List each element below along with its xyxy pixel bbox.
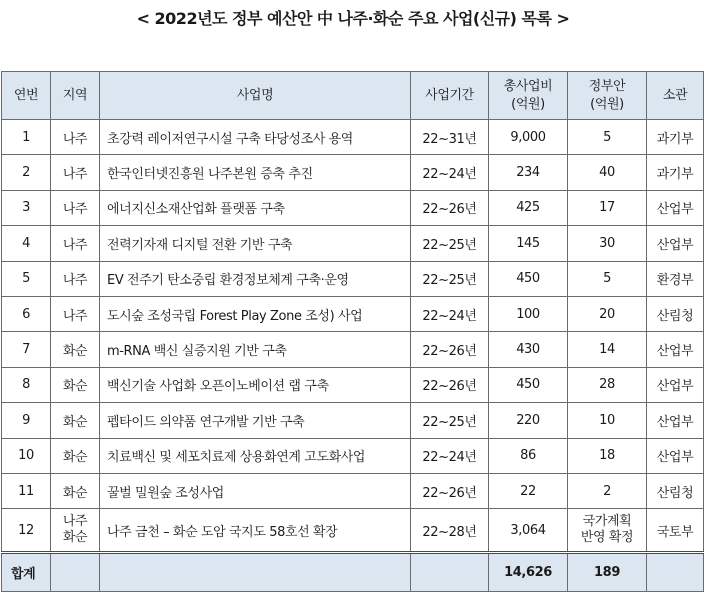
cell-name: EV 전주기 탄소중립 환경정보체계 구축·운영 — [100, 261, 411, 296]
cell-period: 22~26년 — [411, 190, 489, 225]
cell-no: 5 — [2, 261, 51, 296]
cell-no: 8 — [2, 367, 51, 402]
cell-ministry: 환경부 — [647, 261, 704, 296]
cell-gov-budget: 30 — [568, 226, 647, 261]
header-gov-budget-line1: 정부안 — [588, 78, 626, 94]
cell-period: 22~25년 — [411, 226, 489, 261]
header-region: 지역 — [51, 72, 100, 120]
cell-no: 4 — [2, 226, 51, 261]
cell-total-cost: 430 — [489, 332, 568, 367]
cell-gov-budget: 2 — [568, 473, 647, 508]
cell-total-cost: 220 — [489, 403, 568, 438]
cell-gov-budget: 17 — [568, 190, 647, 225]
cell-gov-budget-line2: 반영 확정 — [580, 530, 634, 546]
cell-name: 나주 금천 – 화순 도암 국지도 58호선 확장 — [100, 509, 411, 553]
project-table — [1, 71, 704, 592]
total-empty-name — [100, 553, 411, 592]
cell-total-cost: 145 — [489, 226, 568, 261]
header-ministry: 소관 — [647, 72, 704, 120]
total-empty-ministry — [647, 553, 704, 592]
table-row — [2, 332, 704, 367]
cell-period: 22~28년 — [411, 509, 489, 553]
cell-total-cost: 22 — [489, 473, 568, 508]
cell-name: 에너지신소재산업화 플랫폼 구축 — [100, 190, 411, 225]
cell-gov-budget: 5 — [568, 120, 647, 155]
table-row — [2, 120, 704, 155]
cell-gov-budget: 40 — [568, 155, 647, 190]
cell-period: 22~24년 — [411, 296, 489, 331]
cell-region — [51, 509, 100, 553]
cell-no: 7 — [2, 332, 51, 367]
cell-name: 도시숲 조성국립 Forest Play Zone 조성) 사업 — [100, 296, 411, 331]
page-title: < 2022년도 정부 예산안 中 나주·화순 주요 사업(신규) 목록 > — [136, 9, 570, 28]
cell-region: 나주 — [51, 261, 100, 296]
cell-region: 나주 — [51, 296, 100, 331]
cell-total-cost: 86 — [489, 438, 568, 473]
cell-ministry: 산업부 — [647, 332, 704, 367]
cell-no: 1 — [2, 120, 51, 155]
cell-gov-budget: 14 — [568, 332, 647, 367]
cell-gov-budget: 28 — [568, 367, 647, 402]
total-cost-sum: 14,626 — [489, 553, 568, 592]
cell-ministry: 국토부 — [647, 509, 704, 553]
cell-region: 나주 — [51, 226, 100, 261]
table-row — [2, 261, 704, 296]
cell-ministry: 산업부 — [647, 190, 704, 225]
cell-name: 초강력 레이저연구시설 구축 타당성조사 용역 — [100, 120, 411, 155]
cell-total-cost: 100 — [489, 296, 568, 331]
header-gov-budget — [568, 72, 647, 120]
cell-no: 11 — [2, 473, 51, 508]
cell-no: 2 — [2, 155, 51, 190]
total-gov-budget-sum: 189 — [568, 553, 647, 592]
cell-region: 나주 — [51, 190, 100, 225]
cell-gov-budget: 18 — [568, 438, 647, 473]
cell-ministry: 산업부 — [647, 403, 704, 438]
cell-region: 화순 — [51, 473, 100, 508]
table-header-row — [2, 72, 704, 120]
table-row — [2, 509, 704, 553]
cell-name: m-RNA 백신 실증지원 기반 구축 — [100, 332, 411, 367]
cell-region: 나주 — [51, 120, 100, 155]
cell-region: 화순 — [51, 403, 100, 438]
cell-ministry: 과기부 — [647, 155, 704, 190]
table-row — [2, 226, 704, 261]
cell-region: 나주 — [51, 155, 100, 190]
header-total-cost-line2: (억원) — [511, 96, 545, 112]
cell-total-cost: 234 — [489, 155, 568, 190]
total-empty-region — [51, 553, 100, 592]
cell-no: 6 — [2, 296, 51, 331]
cell-name: 한국인터넷진흥원 나주본원 증축 추진 — [100, 155, 411, 190]
table-row — [2, 473, 704, 508]
cell-gov-budget-line1: 국가계획 — [582, 514, 632, 530]
cell-period: 22~24년 — [411, 438, 489, 473]
cell-period: 22~24년 — [411, 155, 489, 190]
table-row — [2, 155, 704, 190]
table-row — [2, 403, 704, 438]
total-empty-period — [411, 553, 489, 592]
total-row — [2, 553, 704, 592]
cell-gov-budget: 20 — [568, 296, 647, 331]
header-no: 연번 — [2, 72, 51, 120]
cell-gov-budget: 10 — [568, 403, 647, 438]
cell-no: 9 — [2, 403, 51, 438]
cell-period: 22~26년 — [411, 367, 489, 402]
cell-name: 펩타이드 의약품 연구개발 기반 구축 — [100, 403, 411, 438]
cell-no: 3 — [2, 190, 51, 225]
header-name: 사업명 — [100, 72, 411, 120]
cell-period: 22~26년 — [411, 332, 489, 367]
header-gov-budget-line2: (억원) — [590, 96, 624, 112]
cell-region: 화순 — [51, 438, 100, 473]
cell-ministry: 산업부 — [647, 438, 704, 473]
cell-gov-budget: 5 — [568, 261, 647, 296]
cell-total-cost: 3,064 — [489, 509, 568, 553]
cell-period: 22~25년 — [411, 403, 489, 438]
cell-name: 백신기술 사업화 오픈이노베이션 랩 구축 — [100, 367, 411, 402]
cell-no: 12 — [2, 509, 51, 553]
cell-region: 화순 — [51, 367, 100, 402]
cell-ministry: 산림청 — [647, 296, 704, 331]
cell-total-cost: 9,000 — [489, 120, 568, 155]
cell-region: 화순 — [51, 332, 100, 367]
table-row — [2, 438, 704, 473]
cell-total-cost: 450 — [489, 367, 568, 402]
table-row — [2, 367, 704, 402]
cell-no: 10 — [2, 438, 51, 473]
cell-gov-budget — [568, 509, 647, 553]
cell-period: 22~31년 — [411, 120, 489, 155]
total-label: 합계 — [2, 553, 51, 592]
cell-region-line2: 화순 — [62, 530, 88, 546]
cell-period: 22~25년 — [411, 261, 489, 296]
cell-name: 꿀벌 밀원숲 조성사업 — [100, 473, 411, 508]
header-total-cost-line1: 총사업비 — [503, 78, 553, 94]
table-row — [2, 190, 704, 225]
cell-total-cost: 425 — [489, 190, 568, 225]
table-row — [2, 296, 704, 331]
cell-region-line1: 나주 — [62, 514, 88, 530]
cell-name: 치료백신 및 세포치료제 상용화연계 고도화사업 — [100, 438, 411, 473]
cell-ministry: 산업부 — [647, 226, 704, 261]
cell-ministry: 산업부 — [647, 367, 704, 402]
cell-total-cost: 450 — [489, 261, 568, 296]
cell-period: 22~26년 — [411, 473, 489, 508]
cell-name: 전력기자재 디지털 전환 기반 구축 — [100, 226, 411, 261]
header-period: 사업기간 — [411, 72, 489, 120]
header-total-cost — [489, 72, 568, 120]
cell-ministry: 과기부 — [647, 120, 704, 155]
cell-ministry: 산림청 — [647, 473, 704, 508]
